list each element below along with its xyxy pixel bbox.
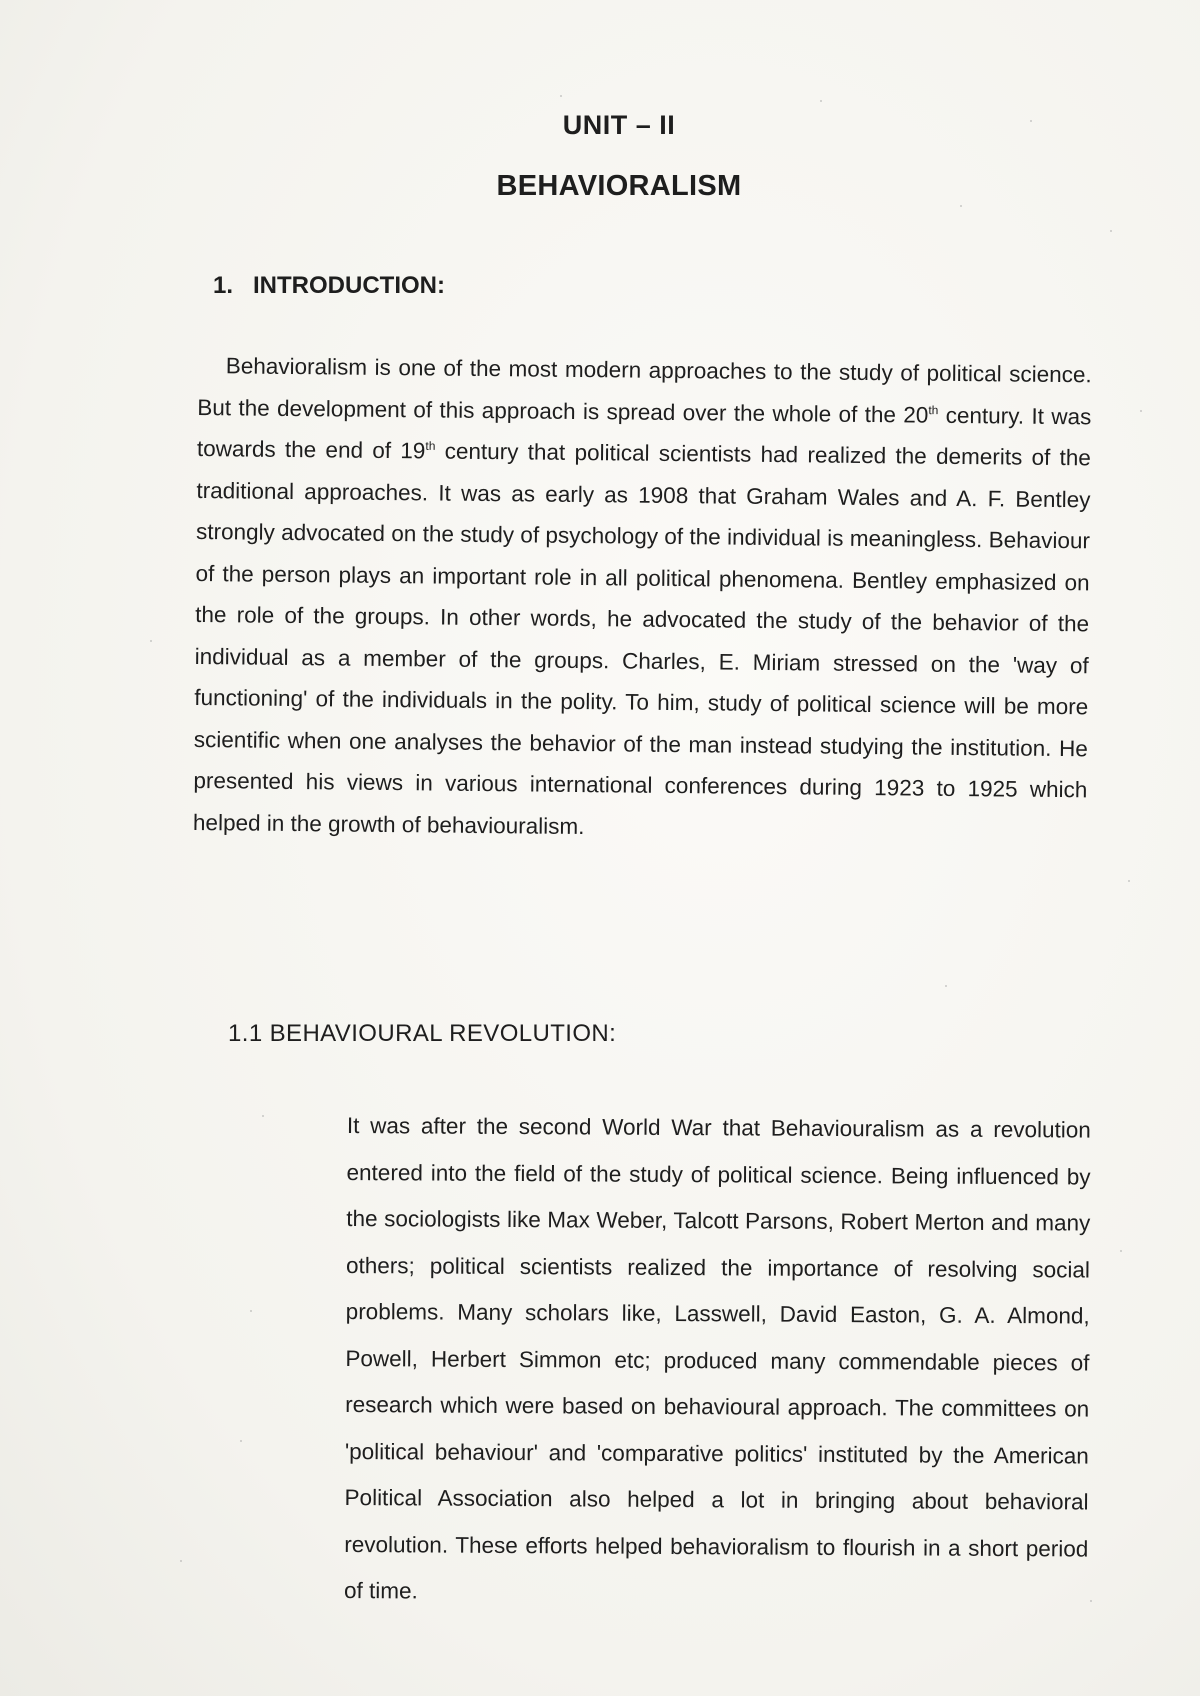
section-heading-introduction — [213, 272, 445, 300]
superscript-th: th — [928, 402, 939, 417]
unit-title: UNIT – II — [562, 110, 676, 140]
introduction-paragraph — [193, 345, 1092, 852]
intro-text-part-3: century that political scientists had realized the demerits of the traditional approaches. It was as early as 1908 that Graham Wales and A. F. Bentley strongly advocated on the study of psychology of the individual is meaningless. Behaviour of the person plays an important role in all political phenomena. Bentley emphasized on the role of the groups. In other words, he advocated the study of the behavior of the individual as a member of the groups. Charles, E. Miriam stressed on the 'way of functioning' of the individuals in the polity. To him, study of political science will be more scientific when one analyses the behavior of the man instead studying the institution. He presented his views in various international conferences during 1923 to 1925 which helped in the growth of behaviouralism. — [192, 437, 1091, 839]
chapter-title: BEHAVIORALISM — [496, 170, 742, 202]
section-heading-text: INTRODUCTION: — [253, 272, 445, 299]
section-number: 1. — [213, 272, 234, 299]
intro-text-part-2: century. It was towards the end of 19 — [196, 401, 1092, 463]
behavioural-revolution-paragraph: It was after the second World War that Behaviouralism as a revolution entered into the field of the study of political science. Being influenced by the sociologists like Max Weber, Talcott Parsons, Robert Merton and many others; political scientists realized the importance of resolving social problems. Many scholars like, Lasswell, David Easton, G. A. Almond, Powell, Herbert Simmon etc; produced many commendable pieces of research which were based on behavioural approach. The committees on 'political behaviour' and 'comparative politics' instituted by the American Political Association also helped a lot in bringing about behavioral revolution. These efforts helped behavioralism to flourish in a short period of time. — [343, 1112, 1091, 1603]
subsection-heading-behavioural-revolution: 1.1 BEHAVIOURAL REVOLUTION: — [228, 1020, 617, 1047]
superscript-th: th — [425, 438, 436, 453]
intro-text-part-1: Behavioralism is one of the most modern approaches to the study of political science. But the development of this approach is spread over the whole of the 20 — [197, 352, 1092, 427]
